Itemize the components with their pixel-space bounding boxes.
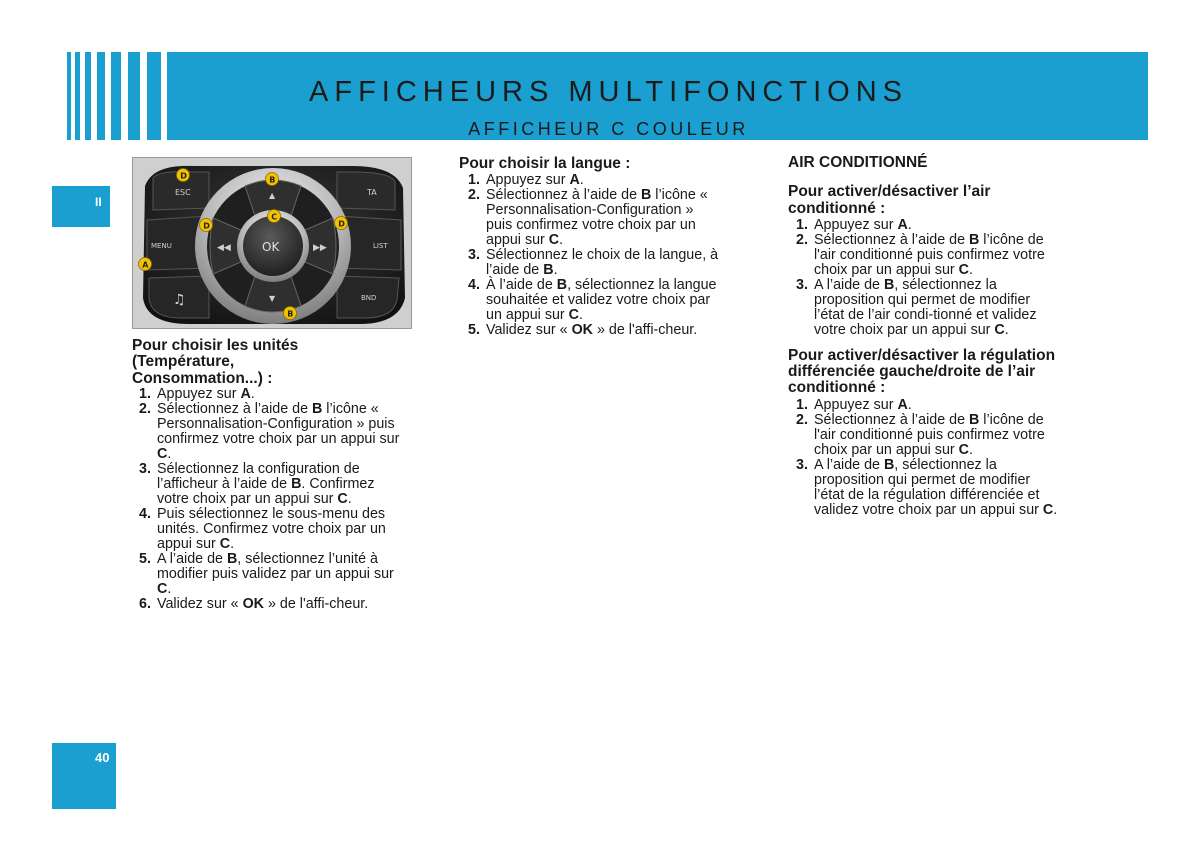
up-arrow-icon: ▲ <box>269 191 276 200</box>
step-text: Puis sélectionnez le sous-menu des unités. Confirmez votre choix par un appui sur C. <box>157 505 386 552</box>
step-number: 3. <box>139 460 151 477</box>
air-conditioning-subsection <box>788 184 1078 338</box>
svg-text:BND: BND <box>361 294 377 302</box>
step-item <box>468 173 721 188</box>
air-conditioning-subsection <box>788 348 1078 518</box>
callout-d-right <box>335 217 348 230</box>
callout-c <box>268 210 281 223</box>
step-text: Sélectionnez à l’aide de B l’icône de l'air conditionné puis confirmez votre choix par un appui sur C. <box>814 231 1045 278</box>
step-text: A l’aide de B, sélectionnez la proposition qui permet de modifier l’état de la régulation différenciée et validez votre choix par un appui sur C. <box>814 456 1058 518</box>
rewind-icon: ◀◀ <box>217 243 231 253</box>
music-note-icon: ♫ <box>173 292 186 308</box>
step-item <box>139 462 400 507</box>
step-item <box>796 218 1060 233</box>
step-text: A l’aide de B, sélectionnez l’unité à modifier puis validez par un appui sur C. <box>157 550 394 597</box>
chapter-number: II <box>95 195 102 209</box>
subsection-steps <box>788 218 1060 338</box>
step-text: Validez sur « OK » de l'affi-cheur. <box>157 595 369 612</box>
step-number: 1. <box>139 385 151 402</box>
step-item <box>139 597 400 612</box>
subsection-heading: Pour activer/désactiver la régulation différenciée gauche/droite de l’air conditionné : <box>788 346 1056 397</box>
step-number: 3. <box>796 456 808 473</box>
svg-text:B: B <box>287 309 294 319</box>
step-item <box>468 248 721 278</box>
callout-b-bottom <box>284 307 297 320</box>
step-number: 3. <box>796 276 808 293</box>
page-number-tab <box>52 743 116 809</box>
step-item <box>796 278 1060 338</box>
units-section <box>132 338 412 612</box>
step-number: 2. <box>468 187 480 204</box>
step-number: 6. <box>139 595 151 612</box>
svg-text:B: B <box>269 175 276 185</box>
step-number: 2. <box>796 411 808 428</box>
units-steps <box>132 387 400 612</box>
page-subtitle: AFFICHEUR C COULEUR <box>468 119 749 139</box>
svg-text:MENU: MENU <box>151 242 172 250</box>
air-conditioning-title: AIR CONDITIONNÉ <box>788 154 928 171</box>
svg-text:A: A <box>142 260 149 270</box>
page-number: 40 <box>95 750 110 765</box>
step-item <box>796 413 1060 458</box>
svg-text:ESC: ESC <box>175 188 191 197</box>
control-panel-illustration <box>133 158 412 329</box>
step-number: 1. <box>796 216 808 233</box>
step-text: Sélectionnez à l’aide de B l’icône de l'air conditionné puis confirmez votre choix par un appui sur C. <box>814 411 1045 458</box>
step-number: 1. <box>468 172 480 189</box>
callout-a <box>139 258 152 271</box>
step-text: Sélectionnez à l’aide de B l’icône « Personnalisation-Configuration » puis confirmez votre choix par un appui sur C. <box>486 187 708 249</box>
language-steps <box>459 173 721 338</box>
step-item <box>139 402 400 462</box>
callout-d-esc <box>177 169 190 182</box>
step-item <box>796 398 1060 413</box>
step-text: Sélectionnez à l’aide de B l’icône « Personnalisation-Configuration » puis confirmez votre choix par un appui sur C. <box>157 400 400 462</box>
chapter-tab <box>52 186 110 227</box>
step-text: Sélectionnez la configuration de l’afficheur à l’aide de B. Confirmez votre choix par un appui sur C. <box>157 460 375 507</box>
step-item <box>139 552 400 597</box>
svg-text:C: C <box>271 212 278 222</box>
down-arrow-icon: ▼ <box>269 294 276 303</box>
step-item <box>139 387 400 402</box>
step-number: 4. <box>468 277 480 294</box>
step-text: Validez sur « OK » de l'affi-cheur. <box>486 322 698 339</box>
step-item <box>468 188 721 248</box>
callout-b-top <box>266 173 279 186</box>
step-item <box>796 233 1060 278</box>
step-number: 1. <box>796 396 808 413</box>
step-item <box>468 323 721 338</box>
step-text: Appuyez sur A. <box>814 396 912 413</box>
subsection-heading: Pour activer/désactiver l’air conditionné : <box>788 183 991 217</box>
step-item <box>468 278 721 323</box>
svg-text:TA: TA <box>367 188 377 197</box>
step-text: Appuyez sur A. <box>157 385 255 402</box>
step-text: À l’aide de B, sélectionnez la langue souhaitée et validez votre choix par un appui sur C. <box>486 277 717 324</box>
header-stripes <box>67 52 179 140</box>
svg-text:OK: OK <box>262 240 280 254</box>
language-heading: Pour choisir la langue : <box>459 155 631 172</box>
step-item <box>796 458 1060 518</box>
step-text: Appuyez sur A. <box>486 172 584 189</box>
callout-d-left <box>200 219 213 232</box>
step-text: Appuyez sur A. <box>814 216 912 233</box>
step-number: 2. <box>796 231 808 248</box>
step-item <box>139 507 400 552</box>
step-number: 2. <box>139 400 151 417</box>
fast-forward-icon: ▶▶ <box>313 243 327 253</box>
svg-text:D: D <box>338 219 345 229</box>
units-heading: Pour choisir les unités (Température, Consommation...) : <box>132 337 299 387</box>
svg-text:D: D <box>180 171 187 181</box>
subsection-steps <box>788 398 1060 518</box>
step-number: 3. <box>468 247 480 264</box>
language-section <box>459 156 739 338</box>
svg-text:D: D <box>203 221 210 231</box>
svg-text:LIST: LIST <box>373 242 388 250</box>
step-text: Sélectionnez le choix de la langue, à l’aide de B. <box>486 247 719 279</box>
step-number: 5. <box>139 550 151 567</box>
ta-button <box>337 172 395 210</box>
air-conditioning-section <box>788 155 1078 528</box>
step-number: 4. <box>139 505 151 522</box>
step-number: 5. <box>468 322 480 339</box>
page-title: AFFICHEURS MULTIFONCTIONS <box>309 76 908 108</box>
step-text: A l’aide de B, sélectionnez la proposition qui permet de modifier l’état de l’air condi-tionné et validez votre choix par un appui sur C. <box>814 276 1037 338</box>
control-panel-photo <box>132 157 412 329</box>
